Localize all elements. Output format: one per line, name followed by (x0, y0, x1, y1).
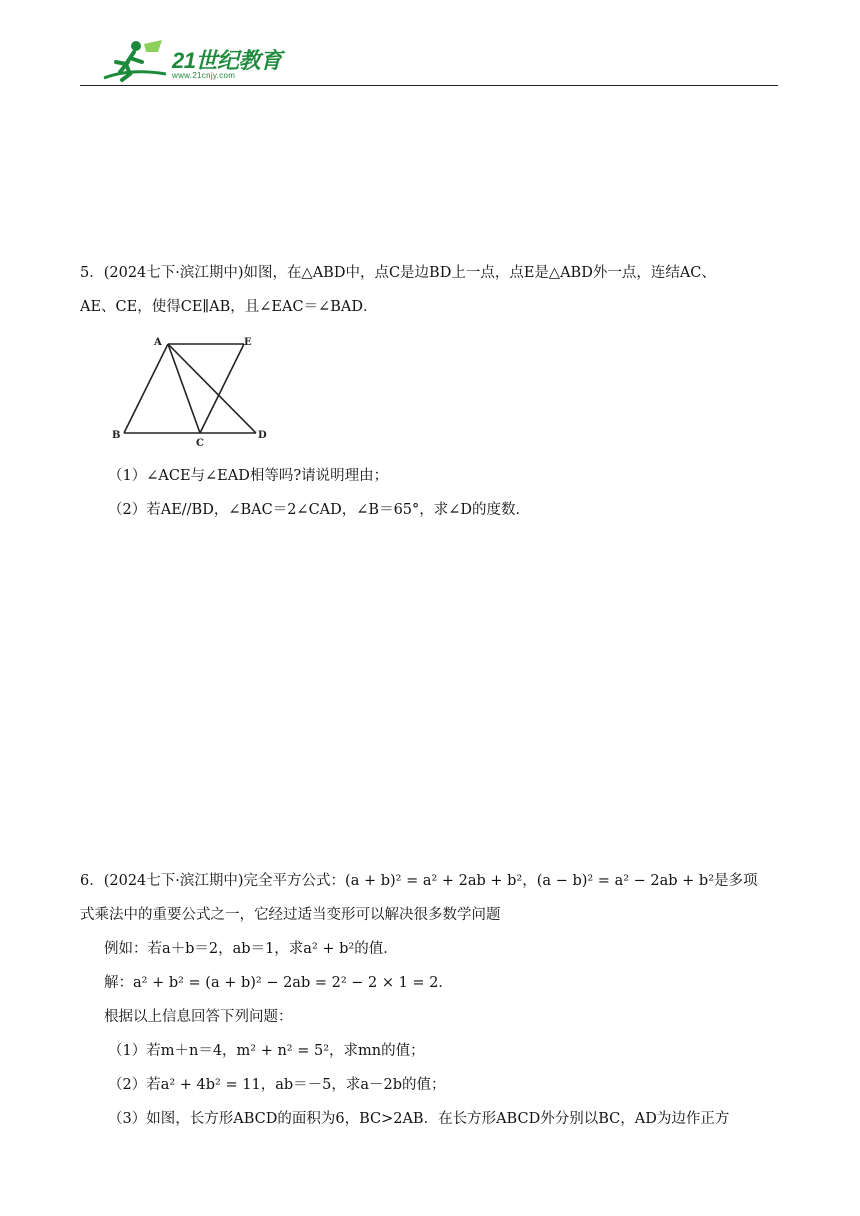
label-d: D (258, 430, 267, 441)
segment-ac (168, 344, 200, 433)
q5-stem-line2: AE、CE，使得CE∥AB，且∠EAC＝∠BAD． (80, 299, 378, 315)
q5-stem-line1: 5．(2024七下·滨江期中)如图，在△ABD中，点C是边BD上一点，点E是△ABD外一点，连结AC、 (80, 265, 716, 281)
label-b: B (112, 430, 121, 441)
q5-sub2: （2）若AE//BD，∠BAC＝2∠CAD，∠B＝65°，求∠D的度数． (108, 502, 531, 518)
q6-sub2: （2）若a² + 4b² = 11，ab＝－5，求a－2b的值； (108, 1077, 446, 1093)
q6-stem-line1: 6．(2024七下·滨江期中)完全平方公式：(a + b)² = a² + 2ab + b²，(a − b)² = a² − 2ab + b²是多项 (80, 873, 758, 889)
label-e: E (244, 337, 252, 348)
q6-example: 例如：若a＋b＝2，ab＝1，求a² + b²的值． (104, 941, 398, 957)
q5-sub1: （1）∠ACE与∠EAD相等吗?请说明理由； (108, 468, 389, 484)
label-c: C (196, 438, 204, 449)
segment-ab (124, 344, 168, 433)
q6-prompt: 根据以上信息回答下列问题： (104, 1009, 293, 1025)
label-a: A (154, 337, 162, 348)
q6-sub1: （1）若m＋n＝4，m² + n² = 5²，求mn的值； (108, 1043, 425, 1059)
logo-title: 21世纪教育 (172, 48, 282, 73)
segment-ad (168, 344, 256, 433)
q6-solution: 解：a² + b² = (a + b)² − 2ab = 2² − 2 × 1 = 2． (104, 975, 453, 991)
q6-stem-line2: 式乘法中的重要公式之一，它经过适当变形可以解决很多数学问题 (80, 907, 501, 923)
q5-triangle-figure (110, 330, 280, 450)
page-header (80, 38, 778, 88)
logo-url: www.21cnjy.com (172, 71, 236, 80)
logo (100, 38, 290, 86)
q6-sub3: （3）如图，长方形ABCD的面积为6，BC>2AB．在长方形ABCD外分别以BC，AD为边作正方 (108, 1111, 730, 1127)
header-divider (80, 85, 778, 86)
runner-logo-icon (100, 38, 170, 86)
segment-ce (200, 344, 244, 433)
